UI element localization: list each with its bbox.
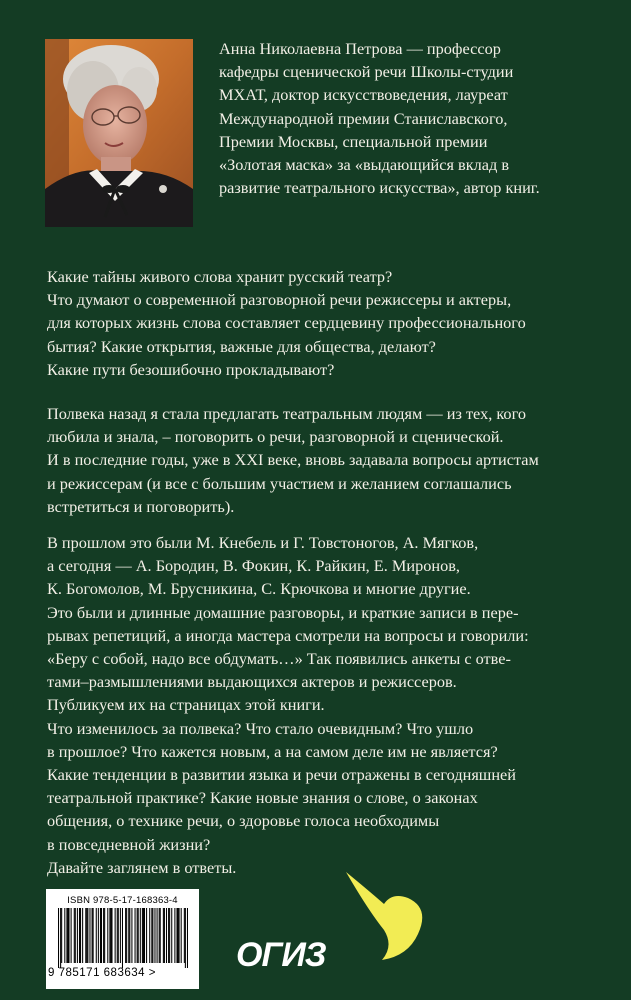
- blurb-line: Полвека назад я стала предлагать театральным людям — из тех, кого: [47, 404, 526, 423]
- blurb-line: В прошлом это были М. Кнебель и Г. Товстоногов, А. Мягков,: [47, 533, 479, 552]
- barcode-bar: [96, 908, 97, 963]
- barcode-bar: [58, 908, 59, 968]
- isbn-barcode: [46, 889, 199, 989]
- blurb-line: любила и знала, – поговорить о речи, разговорной и сценической.: [47, 427, 504, 447]
- barcode-bar: [181, 908, 182, 963]
- barcode-bar: [169, 908, 170, 963]
- blurb-line: а сегодня — А. Бородин, В. Фокин, К. Райкин, Е. Миронов,: [47, 556, 460, 576]
- author-bio: [219, 37, 594, 199]
- barcode-bar: [157, 908, 158, 963]
- blurb-paragraph-1: [47, 265, 607, 381]
- barcode-bar: [80, 908, 81, 963]
- blurb-line: общения, о технике речи, о здоровье голоса необходимы: [47, 811, 440, 831]
- barcode-bar: [66, 908, 67, 963]
- barcode-bar: [104, 908, 105, 963]
- barcode-bar: [67, 908, 68, 963]
- blurb-line: К. Богомолов, М. Брусникина, С. Крючкова и многие другие.: [47, 579, 471, 599]
- blurb-line: театральной практике? Какие новые знания о слове, о законах: [47, 788, 478, 808]
- blurb-line: Это были и длинные домашние разговоры, и краткие записи в пере-: [47, 602, 519, 622]
- barcode-bar: [110, 908, 111, 963]
- barcode-bar: [144, 908, 145, 963]
- barcode-bar: [163, 908, 164, 963]
- barcode-bar: [98, 908, 99, 963]
- barcode-bar: [166, 908, 167, 963]
- publisher-logo: ОГИЗ: [236, 936, 326, 974]
- barcode-bar: [187, 908, 188, 968]
- barcode-bar: [125, 908, 126, 963]
- bio-line: развитие театрального искусства», автор книг.: [219, 178, 540, 198]
- barcode-bar: [168, 908, 169, 963]
- blurb-line: «Беру с собой, надо все обдумать…» Так появились анкеты с отве-: [47, 649, 511, 669]
- barcode-bar: [151, 908, 152, 963]
- barcode-digits: 9 785171 683634 >: [48, 967, 156, 979]
- barcode-bar: [115, 908, 116, 963]
- blurb-line: встретиться и поговорить).: [47, 496, 235, 516]
- barcode-bar: [142, 908, 143, 963]
- barcode-bar: [111, 908, 112, 963]
- isbn-text: ISBN 978-5-17-168363-4: [67, 895, 178, 906]
- blurb-line: в прошлое? Что кажется новым, а на самом деле им не является?: [47, 741, 498, 761]
- barcode-bar: [101, 908, 102, 963]
- blurb-line: Что думают о современной разговорной речи режиссеры и актеры,: [47, 290, 512, 310]
- barcode-bar: [152, 908, 153, 963]
- barcode-bar: [143, 908, 144, 963]
- barcode-bar: [71, 908, 72, 963]
- barcode-bar: [92, 908, 93, 963]
- barcode-bar: [86, 908, 87, 963]
- blurb-line: Какие тайны живого слова хранит русский театр?: [47, 267, 393, 286]
- blurb-paragraph-2: [47, 402, 607, 518]
- blurb-line: Что изменилось за полвека? Что стало очевидным? Что ушло: [47, 718, 474, 738]
- blurb-line: для которых жизнь слова составляет сердцевину профессионального: [47, 313, 526, 333]
- barcode-bar: [107, 908, 108, 963]
- blurb-line: Давайте заглянем в ответы.: [47, 857, 237, 877]
- barcode-bar: [184, 908, 185, 963]
- bio-line: Международной премии Станиславского,: [219, 108, 508, 128]
- blurb-line: Публикуем их на страницах этой книги.: [47, 695, 325, 715]
- barcode-bar: [135, 908, 136, 963]
- barcode-bar: [176, 908, 177, 963]
- blurb-line: и режиссерам (и все с большим участием и желанием соглашались: [47, 473, 512, 493]
- barcode-bar: [122, 908, 123, 968]
- barcode-bar: [164, 908, 165, 963]
- bio-line: кафедры сценической речи Школы-студии: [219, 62, 514, 82]
- barcode-bar: [109, 908, 110, 963]
- barcode-bar: [159, 908, 160, 963]
- blurb-line: в повседневной жизни?: [47, 834, 211, 854]
- blurb-line: Какие пути безошибочно прокладывают?: [47, 359, 335, 379]
- barcode-bar: [103, 908, 104, 963]
- barcode-bar: [120, 908, 121, 963]
- blurb-line: бытия? Какие открытия, важные для общества, делают?: [47, 336, 436, 356]
- barcode-bar: [174, 908, 175, 963]
- barcode-bar: [118, 908, 119, 963]
- blurb-line: тами–размышлениями выдающихся актеров и режиссеров.: [47, 672, 457, 692]
- barcode-bar: [138, 908, 139, 963]
- blurb-line: рывах репетиций, а иногда мастера смотрели на вопросы и говорили:: [47, 625, 529, 645]
- barcode-bar: [79, 908, 80, 963]
- bio-line: МХАТ, доктор искусствоведения, лауреат: [219, 85, 508, 105]
- barcode-bar: [129, 908, 130, 963]
- barcode-bar: [93, 908, 94, 963]
- barcode-bar: [85, 908, 86, 963]
- barcode-bar: [179, 908, 180, 963]
- barcode-bar: [100, 908, 101, 963]
- barcode-bar: [68, 908, 69, 963]
- blurb-paragraph-3: [47, 531, 607, 879]
- bio-line: Премии Москвы, специальной премии: [219, 131, 488, 151]
- barcode-bar: [75, 908, 76, 963]
- blurb-line: И в последние годы, уже в XXI веке, вновь задавала вопросы артистам: [47, 450, 539, 470]
- barcode-bar: [154, 908, 155, 963]
- barcode-bar: [89, 908, 90, 963]
- barcode-bar: [117, 908, 118, 963]
- barcode-bar: [87, 908, 88, 963]
- barcode-bar: [178, 908, 179, 963]
- barcode-bar: [185, 908, 186, 968]
- barcode-bar: [74, 908, 75, 963]
- barcode-bar: [82, 908, 83, 963]
- barcode-bar: [131, 908, 132, 963]
- barcode-bar: [171, 908, 172, 963]
- barcode-bar: [140, 908, 141, 963]
- barcode-bar: [77, 908, 78, 963]
- author-portrait-image: [45, 39, 193, 227]
- barcode-bar: [60, 908, 61, 968]
- bio-line: «Золотая маска» за «выдающийся вклад в: [219, 155, 510, 175]
- barcode-bar: [160, 908, 161, 963]
- barcode-bar: [149, 908, 150, 963]
- bio-line: Анна Николаевна Петрова — профессор: [219, 39, 501, 58]
- barcode-bar: [126, 908, 127, 963]
- barcode-bars: [58, 908, 188, 968]
- yellow-comma-shape: [338, 870, 428, 970]
- barcode-bar: [128, 908, 129, 963]
- barcode-bar: [137, 908, 138, 963]
- barcode-bar: [146, 908, 147, 963]
- author-photo: [45, 39, 193, 227]
- barcode-bar: [64, 908, 65, 963]
- barcode-bar: [61, 908, 62, 963]
- blurb-line: Какие тенденции в развитии языка и речи отражены в сегодняшней: [47, 765, 516, 785]
